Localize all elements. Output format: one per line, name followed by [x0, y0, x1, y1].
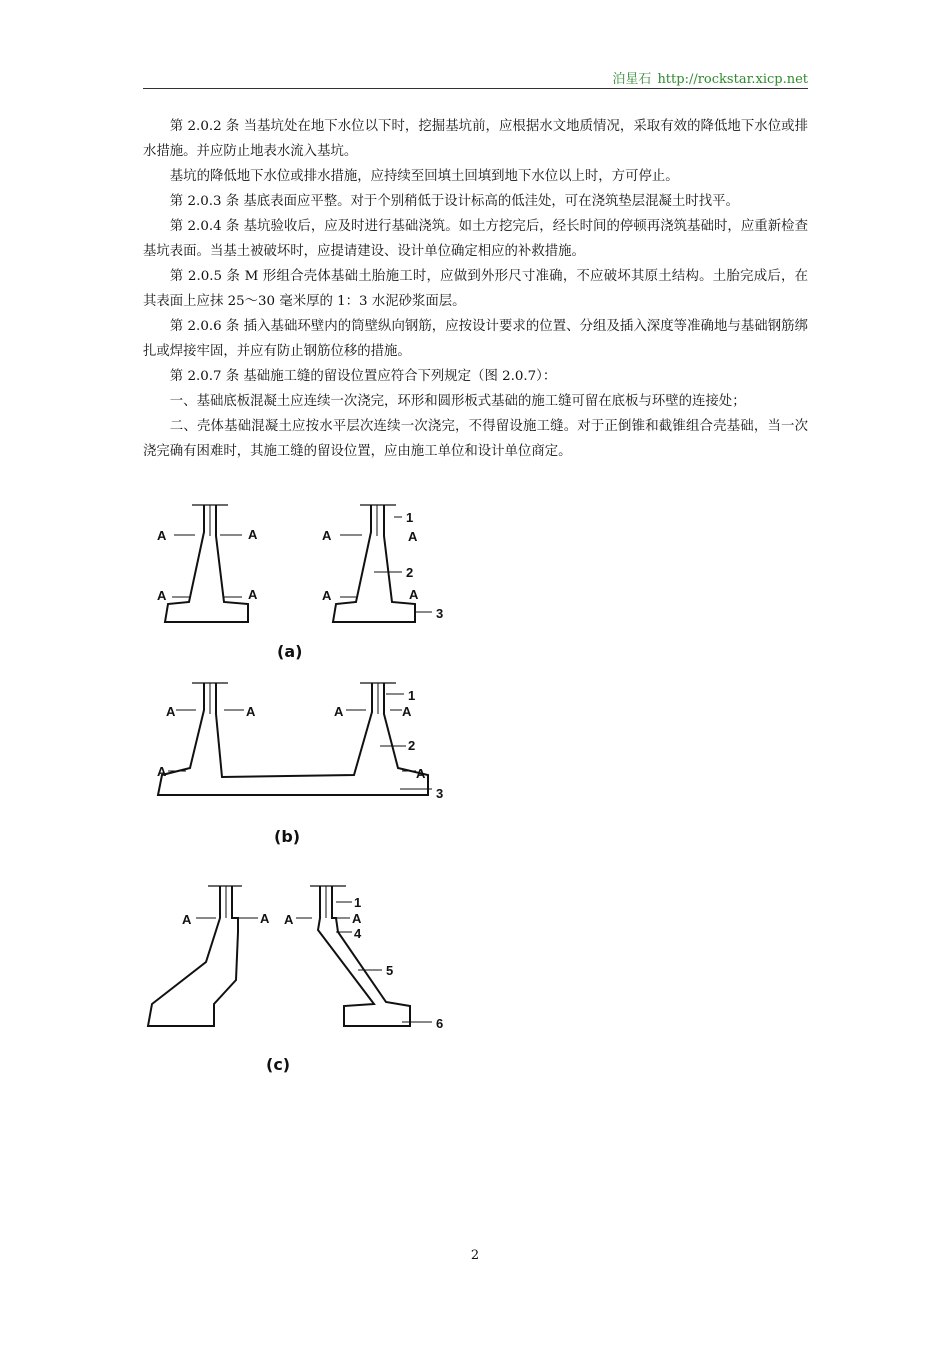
- figure-2-0-7: [140, 492, 460, 1082]
- diagram-a-right: [333, 505, 432, 622]
- label-b-num-3: 3: [436, 786, 444, 801]
- label-c-1: A: [182, 912, 192, 927]
- paragraph-dewatering: 基坑的降低地下水位或排水措施，应持续至回填土回填到地下水位以上时，方可停止。: [169, 169, 679, 184]
- caption-c: (c): [266, 1055, 291, 1074]
- header-url[interactable]: http://rockstar.xicp.net: [657, 72, 808, 87]
- diagram-c-right: [296, 886, 432, 1026]
- paragraph-item-2: 二、壳体基础混凝土应按水平层次连续一次浇完，不得留设施工缝。对于正倒锥和截锥组合壳基础，当一次浇完确有困难时，其施工缝的留设位置，应由施工单位和设计单位商定。: [143, 419, 808, 459]
- label-a-7: A: [322, 588, 332, 603]
- paragraph-2-0-3: 第 2.0.3 条 基底表面应平整。对于个别稍低于设计标高的低洼处，可在浇筑垫层混凝土时找平。: [169, 194, 739, 209]
- label-a-2: A: [248, 527, 258, 542]
- foundation-joint-diagram: [140, 492, 460, 1082]
- paragraph-2-0-4: 第 2.0.4 条 基坑验收后，应及时进行基础浇筑。如土方挖完后，经长时间的停顿再浇筑基础时，应重新检查基坑表面。当基土被破坏时，应提请建设、设计单位确定相应的补救措施。: [143, 219, 808, 259]
- label-a-6: A: [408, 529, 418, 544]
- label-b-6: A: [416, 766, 426, 781]
- label-b-4: A: [402, 704, 412, 719]
- label-c-num-6: 6: [436, 1016, 444, 1031]
- label-b-num-1: 1: [408, 688, 416, 703]
- page-header: [143, 66, 808, 89]
- label-c-2: A: [260, 911, 270, 926]
- label-a-3: A: [157, 588, 167, 603]
- label-b-2: A: [246, 704, 256, 719]
- caption-a: (a): [277, 642, 303, 661]
- page-number: 2: [470, 1248, 480, 1263]
- label-c-4: A: [352, 911, 362, 926]
- label-b-5: A: [157, 764, 167, 779]
- paragraph-item-1: 一、基础底板混凝土应连续一次浇完，环形和圆形板式基础的施工缝可留在底板与环壁的连接处；: [169, 394, 746, 409]
- label-a-num-1: 1: [406, 510, 414, 525]
- label-c-3: A: [284, 912, 294, 927]
- label-a-4: A: [248, 587, 258, 602]
- label-b-1: A: [166, 704, 176, 719]
- paragraph-2-0-6: 第 2.0.6 条 插入基础环壁内的筒壁纵向钢筋，应按设计要求的位置、分组及插入深度等准确地与基础钢筋绑扎或焊接牢固，并应有防止钢筋位移的措施。: [143, 319, 808, 359]
- label-b-3: A: [334, 704, 344, 719]
- diagram-c-labels: [182, 895, 443, 1074]
- diagram-b: [158, 683, 432, 795]
- label-b-num-2: 2: [408, 738, 416, 753]
- label-c-num-1: 1: [354, 895, 362, 910]
- diagram-c-left: [148, 886, 258, 1026]
- diagram-b-labels: [157, 688, 443, 846]
- label-a-num-2: 2: [406, 565, 414, 580]
- header-text: [612, 68, 808, 87]
- label-a-8: A: [409, 587, 419, 602]
- diagram-a-left: [165, 505, 248, 622]
- diagram-a-labels: [157, 510, 443, 661]
- paragraph-2-0-2: 第 2.0.2 条 当基坑处在地下水位以下时，挖掘基坑前，应根据水文地质情况，采取有效的降低地下水位或排水措施。并应防止地表水流入基坑。: [143, 119, 808, 159]
- label-a-5: A: [322, 528, 332, 543]
- label-a-1: A: [157, 528, 167, 543]
- header-site-name: 泊星石: [612, 72, 652, 87]
- paragraph-2-0-7: 第 2.0.7 条 基础施工缝的留设位置应符合下列规定（图 2.0.7）：: [169, 369, 557, 384]
- label-a-num-3: 3: [436, 606, 444, 621]
- label-c-num-4: 4: [354, 926, 362, 941]
- caption-b: (b): [274, 827, 301, 846]
- body-text: [143, 114, 808, 464]
- label-c-num-5: 5: [386, 963, 394, 978]
- paragraph-2-0-5: 第 2.0.5 条 M 形组合壳体基础土胎施工时，应做到外形尺寸准确，不应破坏其原土结构。土胎完成后，在其表面上应抹 25～30 毫米厚的 1：3 水泥砂浆面层。: [143, 269, 808, 309]
